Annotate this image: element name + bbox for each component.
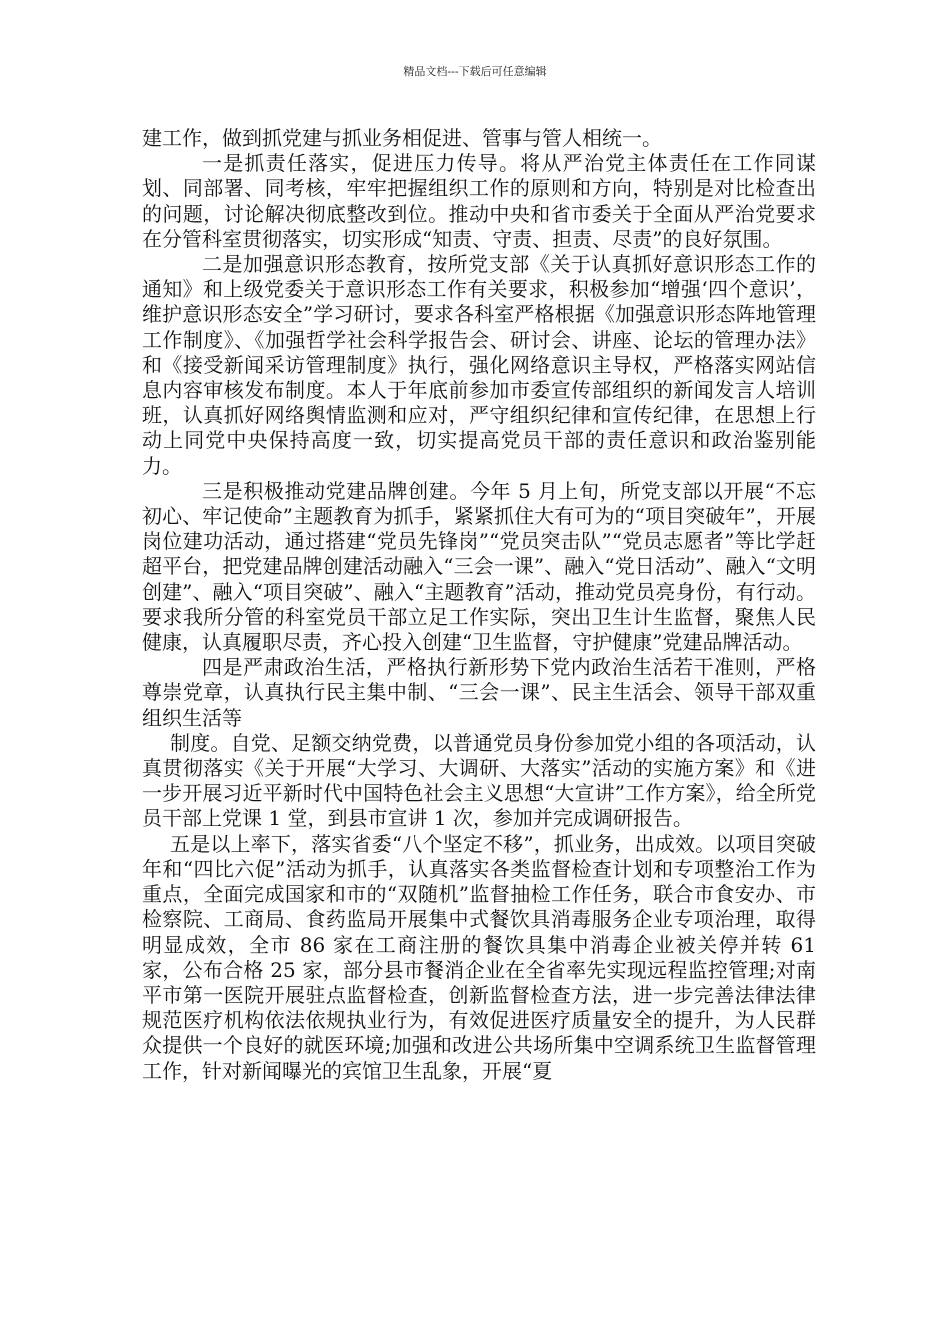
paragraph-continuation: 建工作，做到抓党建与抓业务相促进、管事与管人相统一。 — [142, 126, 662, 150]
paragraph-responsibility: 一是抓责任落实，促进压力传导。将从严治党主体责任在工作同谋划、同部署、同考核，牢牢把握组织工作的原则和方向，特别是对比检查出的问题，讨论解决彻底整改到位。推动中央和省市委关于全面从严治党要求在分管科室贯彻落实，切实形成“知责、守责、担责、尽责”的良好氛围。 — [142, 151, 816, 251]
paragraph-lead-by-example: 五是以上率下，落实省委“八个坚定不移”，抓业务，出成效。以项目突破年和“四比六促”活动为抓手，认真落实各类监督检查计划和专项整治工作为重点，全面完成国家和市的“双随机”监督抽检工作任务，联合市食安办、市检察院、工商局、食药监局开展集中式餐饮具消毒服务企业专项治理，取得明显成效，全市 86 家在工商注册的餐饮具集中消毒企业被关停并转 61 家，公布合格 25 家，部分县市餐消企业在全省率先实现远程监控管理;对南平市第一医院开展驻点监督检查，创新监督检查方法，进一步完善法律法律规范医疗机构依法依规执业行为，有效促进医疗质量安全的提升，为人民群众提供一个良好的就医环境;加强和改进公共场所集中空调系统卫生监督管理工作，针对新闻曝光的宾馆卫生乱象，开展“夏 — [142, 831, 816, 1083]
paragraph-party-brand: 三是积极推动党建品牌创建。今年 5 月上旬，所党支部以开展“不忘初心、牢记使命”主题教育为抓手，紧紧抓住大有可为的“项目突破年”，开展岗位建功活动，通过搭建“党员先锋岗”“党员突击队”“党员志愿者”等比学赶超平台，把党建品牌创建活动融入“三会一课”、融入“党日活动”、融入“文明创建”、融入“项目突破”、融入“主题教育”活动，推动党员亮身份，有行动。要求我所分管的科室党员干部立足工作实际，突出卫生计生监督，聚焦人民健康，认真履职尽责，齐心投入创建“卫生监督，守护健康”党建品牌活动。 — [142, 478, 816, 655]
page-header: 精品文档---下载后可任意编辑 — [403, 65, 547, 78]
paragraph-ideology: 二是加强意识形态教育，按所党支部《关于认真抓好意识形态工作的通知》和上级党委关于意识形态工作有关要求，积极参加“增强‘四个意识’，维护意识形态安全”学习研讨，要求各科室严格根据《加强意识形态阵地管理工作制度》、《加强哲学社会科学报告会、研讨会、讲座、论坛的管理办法》和《接受新闻采访管理制度》执行，强化网络意识主导权，严格落实网站信息内容审核发布制度。本人于年底前参加市委宣传部组织的新闻发言人培训班，认真抓好网络舆情监测和应对，严守组织纪律和宣传纪律，在思想上行动上同党中央保持高度一致，切实提高党员干部的责任意识和政治鉴别能力。 — [142, 252, 816, 478]
document-body — [142, 126, 816, 1084]
paragraph-political-life: 四是严肃政治生活，严格执行新形势下党内政治生活若干准则，严格尊崇党章，认真执行民主集中制、“三会一课”、民主生活会、领导干部双重组织生活等 — [142, 655, 816, 730]
paragraph-system: 制度。自党、足额交纳党费，以普通党员身份参加党小组的各项活动，认真贯彻落实《关于开展“大学习、大调研、大落实”活动的实施方案》和《进一步开展习近平新时代中国特色社会主义思想“大宣讲”工作方案》，给全所党员干部上党课 1 堂，到县市宣讲 1 次，参加并完成调研报告。 — [142, 730, 816, 831]
